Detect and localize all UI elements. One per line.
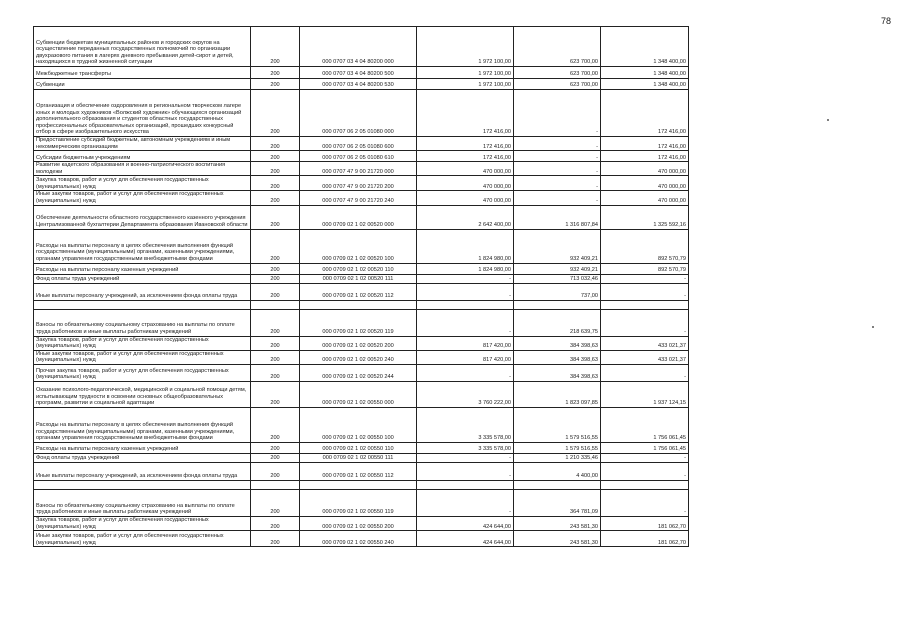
budget-execution-table: [33, 26, 689, 547]
table-cell-unexecuted: 172 416,00: [601, 90, 689, 137]
table-cell-code: 200: [251, 350, 300, 364]
table-cell-approved: 3 335 578,00: [417, 407, 514, 442]
table-cell-name: Предоставление субсидий бюджетным, автономным учреждениям и иным некоммерческим организациям: [34, 137, 251, 151]
table-cell-executed: -: [514, 90, 601, 137]
table-cell-approved: 1 824 980,00: [417, 263, 514, 274]
table-cell-executed: 1 210 335,46: [514, 453, 601, 462]
table-cell-executed: 1 579 516,55: [514, 407, 601, 442]
table-cell-name: Взносы по обязательному социальному страхованию на выплаты по оплате труда работников и иные выплаты работникам учреждений: [34, 309, 251, 336]
table-cell-kbk: 000 0709 02 1 02 00520 110: [300, 263, 417, 274]
table-cell-name: Иные выплаты персоналу учреждений, за исключением фонда оплаты труда: [34, 462, 251, 480]
table-spacer-row: [34, 480, 689, 489]
table-spacer-cell: [300, 300, 417, 309]
table-cell-name: Иные выплаты персоналу учреждений, за исключением фонда оплаты труда: [34, 283, 251, 300]
table-cell-name: Закупка товаров, работ и услуг для обеспечения государственных (муниципальных) нужд: [34, 516, 251, 530]
table-cell-code: 200: [251, 205, 300, 229]
table-cell-approved: 470 000,00: [417, 191, 514, 205]
table-cell-executed: 932 409,21: [514, 229, 601, 263]
table-spacer-cell: [601, 480, 689, 489]
table-spacer-cell: [251, 300, 300, 309]
table-cell-code: 200: [251, 407, 300, 442]
table-row: [34, 462, 689, 480]
table-cell-executed: 932 409,21: [514, 263, 601, 274]
table-cell-executed: -: [514, 176, 601, 191]
table-cell-approved: 172 416,00: [417, 137, 514, 151]
table-cell-code: 200: [251, 191, 300, 205]
table-spacer-cell: [601, 300, 689, 309]
table-cell-approved: -: [417, 309, 514, 336]
table-cell-executed: 1 316 807,84: [514, 205, 601, 229]
table-cell-approved: 817 420,00: [417, 336, 514, 350]
table-cell-kbk: 000 0707 47 9 00 21720 200: [300, 176, 417, 191]
table-cell-kbk: 000 0709 02 1 02 00520 000: [300, 205, 417, 229]
table-cell-executed: 243 581,30: [514, 531, 601, 547]
table-cell-code: 200: [251, 67, 300, 79]
table-row: [34, 79, 689, 90]
table-cell-executed: 384 398,63: [514, 350, 601, 364]
table-row: [34, 442, 689, 453]
table-cell-approved: -: [417, 364, 514, 381]
table-cell-kbk: 000 0709 02 1 02 00550 119: [300, 489, 417, 516]
table-cell-unexecuted: 892 570,79: [601, 229, 689, 263]
table-cell-code: 200: [251, 27, 300, 67]
table-cell-code: 200: [251, 90, 300, 137]
table-cell-name: Расходы на выплаты персоналу в целях обеспечения выполнения функций государственными (муниципальными) органами, казенными учреждениями, органами управления государственными внебюджетными фондами: [34, 229, 251, 263]
table-row: [34, 67, 689, 79]
table-row: [34, 350, 689, 364]
table-spacer-cell: [34, 480, 251, 489]
table-cell-code: 200: [251, 176, 300, 191]
table-cell-executed: 243 581,30: [514, 516, 601, 530]
table-cell-kbk: 000 0709 02 1 02 00520 119: [300, 309, 417, 336]
table-cell-executed: 384 398,63: [514, 336, 601, 350]
table-cell-name: Обеспечение деятельности областного государственного казенного учреждения Централизованной бухгалтерии Департамента образования Ивановской области: [34, 205, 251, 229]
table-cell-code: 200: [251, 283, 300, 300]
table-row: [34, 407, 689, 442]
table-cell-unexecuted: 433 021,37: [601, 336, 689, 350]
table-row: [34, 151, 689, 162]
table-cell-kbk: 000 0709 02 1 02 00520 112: [300, 283, 417, 300]
table-row: [34, 137, 689, 151]
table-cell-name: Фонд оплаты труда учреждений: [34, 453, 251, 462]
table-cell-code: 200: [251, 309, 300, 336]
table-cell-executed: 713 032,46: [514, 274, 601, 283]
table-cell-unexecuted: 1 348 400,00: [601, 79, 689, 90]
table-cell-kbk: 000 0707 47 9 00 21720 000: [300, 162, 417, 176]
table-cell-kbk: 000 0709 02 1 02 00550 200: [300, 516, 417, 530]
table-cell-approved: 3 760 222,00: [417, 381, 514, 407]
table-row: [34, 516, 689, 530]
table-cell-unexecuted: -: [601, 283, 689, 300]
table-cell-unexecuted: 1 348 400,00: [601, 27, 689, 67]
table-cell-unexecuted: -: [601, 309, 689, 336]
table-row: [34, 90, 689, 137]
table-cell-code: 200: [251, 531, 300, 547]
table-cell-kbk: 000 0709 02 1 02 00520 200: [300, 336, 417, 350]
table-cell-unexecuted: 1 756 061,45: [601, 442, 689, 453]
scan-speck: [872, 326, 874, 328]
table-cell-code: 200: [251, 381, 300, 407]
table-cell-name: Прочая закупка товаров, работ и услуг для обеспечения государственных (муниципальных) нужд: [34, 364, 251, 381]
table-cell-approved: -: [417, 453, 514, 462]
table-cell-unexecuted: 1 756 061,45: [601, 407, 689, 442]
scan-speck: [827, 119, 829, 121]
table-cell-unexecuted: -: [601, 489, 689, 516]
table-cell-unexecuted: 433 021,37: [601, 350, 689, 364]
table-cell-kbk: 000 0709 02 1 02 00550 240: [300, 531, 417, 547]
table-cell-kbk: 000 0707 06 2 05 01080 610: [300, 151, 417, 162]
table-cell-code: 200: [251, 151, 300, 162]
table-spacer-cell: [514, 480, 601, 489]
page-number: 78: [880, 16, 891, 26]
table-cell-code: 200: [251, 229, 300, 263]
table-cell-executed: 218 639,75: [514, 309, 601, 336]
table-row: [34, 263, 689, 274]
table-spacer-row: [34, 300, 689, 309]
table-cell-kbk: 000 0707 03 4 04 80200 500: [300, 67, 417, 79]
table-cell-code: 200: [251, 162, 300, 176]
table-cell-name: Фонд оплаты труда учреждений: [34, 274, 251, 283]
table-cell-name: Межбюджетные трансферты: [34, 67, 251, 79]
table-cell-name: Иные закупки товаров, работ и услуг для обеспечения государственных (муниципальных) нужд: [34, 531, 251, 547]
table-row: [34, 162, 689, 176]
table-cell-unexecuted: -: [601, 364, 689, 381]
table-cell-code: 200: [251, 489, 300, 516]
table-cell-name: Закупка товаров, работ и услуг для обеспечения государственных (муниципальных) нужд: [34, 336, 251, 350]
table-cell-name: Иные закупки товаров, работ и услуг для обеспечения государственных (муниципальных) нужд: [34, 191, 251, 205]
table-spacer-cell: [417, 480, 514, 489]
table-cell-code: 200: [251, 263, 300, 274]
table-cell-kbk: 000 0707 03 4 04 80200 530: [300, 79, 417, 90]
table-cell-kbk: 000 0709 02 1 02 00550 100: [300, 407, 417, 442]
table-cell-executed: 364 781,09: [514, 489, 601, 516]
table-cell-unexecuted: 1 325 592,16: [601, 205, 689, 229]
table-cell-unexecuted: -: [601, 453, 689, 462]
table-cell-name: Оказание психолого-педагогической, медицинской и социальной помощи детям, испытывающим трудности в освоении основных общеобразовательных программ, развитии и социальной адаптации: [34, 381, 251, 407]
table-cell-approved: 1 972 100,00: [417, 79, 514, 90]
table-spacer-cell: [300, 480, 417, 489]
table-cell-kbk: 000 0707 06 2 05 01080 000: [300, 90, 417, 137]
table-cell-executed: 4 400,00: [514, 462, 601, 480]
table-cell-executed: -: [514, 151, 601, 162]
table-cell-name: Субвенции: [34, 79, 251, 90]
table-cell-name: Субсидии бюджетным учреждениям: [34, 151, 251, 162]
table-cell-approved: 2 642 400,00: [417, 205, 514, 229]
table-cell-code: 200: [251, 442, 300, 453]
table-cell-kbk: 000 0707 47 9 00 21720 240: [300, 191, 417, 205]
table-cell-executed: 623 700,00: [514, 79, 601, 90]
table-row: [34, 27, 689, 67]
table-cell-name: Расходы на выплаты персоналу казенных учреждений: [34, 442, 251, 453]
table-cell-approved: 424 644,00: [417, 516, 514, 530]
table-cell-executed: 384 398,63: [514, 364, 601, 381]
table-cell-unexecuted: 892 570,79: [601, 263, 689, 274]
table-cell-name: Взносы по обязательному социальному страхованию на выплаты по оплате труда работников и иные выплаты работникам учреждений: [34, 489, 251, 516]
table-cell-approved: 1 972 100,00: [417, 27, 514, 67]
table-cell-unexecuted: 181 062,70: [601, 531, 689, 547]
table-cell-approved: 1 972 100,00: [417, 67, 514, 79]
table-cell-code: 200: [251, 79, 300, 90]
table-cell-executed: 1 823 097,85: [514, 381, 601, 407]
table-cell-executed: -: [514, 162, 601, 176]
table-cell-approved: -: [417, 489, 514, 516]
table-cell-name: Расходы на выплаты персоналу в целях обеспечения выполнения функций государственными (муниципальными) органами, казенными учреждениями, органами управления государственными внебюджетными фондами: [34, 407, 251, 442]
table-cell-code: 200: [251, 453, 300, 462]
table-row: [34, 364, 689, 381]
table-cell-kbk: 000 0707 03 4 04 80200 000: [300, 27, 417, 67]
table-cell-approved: 424 644,00: [417, 531, 514, 547]
table-cell-approved: 470 000,00: [417, 162, 514, 176]
table-cell-name: Развитие кадетского образования и военно-патриотического воспитания молодежи: [34, 162, 251, 176]
table-cell-unexecuted: 1 348 400,00: [601, 67, 689, 79]
table-cell-unexecuted: 1 937 124,15: [601, 381, 689, 407]
table-cell-name: Иные закупки товаров, работ и услуг для обеспечения государственных (муниципальных) нужд: [34, 350, 251, 364]
table-cell-kbk: 000 0709 02 1 02 00520 244: [300, 364, 417, 381]
table-cell-approved: 3 335 578,00: [417, 442, 514, 453]
table-row: [34, 191, 689, 205]
table-cell-executed: -: [514, 137, 601, 151]
table-cell-executed: 737,00: [514, 283, 601, 300]
table-cell-approved: -: [417, 274, 514, 283]
table-cell-kbk: 000 0707 06 2 05 01080 600: [300, 137, 417, 151]
table-cell-code: 200: [251, 137, 300, 151]
table-row: [34, 531, 689, 547]
table-row: [34, 283, 689, 300]
table-spacer-cell: [417, 300, 514, 309]
table-cell-unexecuted: 470 000,00: [601, 176, 689, 191]
table-row: [34, 205, 689, 229]
table-cell-unexecuted: 181 062,70: [601, 516, 689, 530]
table-spacer-cell: [514, 300, 601, 309]
table-cell-code: 200: [251, 364, 300, 381]
table-row: [34, 336, 689, 350]
table-cell-approved: 470 000,00: [417, 176, 514, 191]
table-cell-unexecuted: 172 416,00: [601, 137, 689, 151]
table-cell-approved: 1 824 980,00: [417, 229, 514, 263]
table-row: [34, 229, 689, 263]
table-cell-code: 200: [251, 336, 300, 350]
table-cell-kbk: 000 0709 02 1 02 00520 111: [300, 274, 417, 283]
table-cell-kbk: 000 0709 02 1 02 00550 111: [300, 453, 417, 462]
table-cell-kbk: 000 0709 02 1 02 00520 240: [300, 350, 417, 364]
table-cell-name: Организация и обеспечение оздоровления в региональном творческом лагере юных и молодых художников «Волжский художник» обучающихся организаций дополнительного образования и студентов областных государственных профессиональных образовательных организаций, прошедших конкурсный отбор в сфере изобразительного искусства: [34, 90, 251, 137]
table-cell-unexecuted: 172 416,00: [601, 151, 689, 162]
table-cell-name: Расходы на выплаты персоналу казенных учреждений: [34, 263, 251, 274]
table-spacer-cell: [251, 480, 300, 489]
table-cell-kbk: 000 0709 02 1 02 00520 100: [300, 229, 417, 263]
table-cell-name: Субвенции бюджетам муниципальных районов и городских округов на осуществление переданных государственных полномочий по организации двухразового питания в лагерях дневного пребывания детей-сирот и детей, находящихся в трудной жизненной ситуации: [34, 27, 251, 67]
table-cell-kbk: 000 0709 02 1 02 00550 000: [300, 381, 417, 407]
table-cell-executed: 623 700,00: [514, 67, 601, 79]
table-cell-kbk: 000 0709 02 1 02 00550 110: [300, 442, 417, 453]
table-cell-approved: -: [417, 283, 514, 300]
table-cell-approved: -: [417, 462, 514, 480]
table-cell-name: Закупка товаров, работ и услуг для обеспечения государственных (муниципальных) нужд: [34, 176, 251, 191]
table-cell-unexecuted: 470 000,00: [601, 162, 689, 176]
table-row: [34, 453, 689, 462]
table-row: [34, 381, 689, 407]
table-cell-approved: 817 420,00: [417, 350, 514, 364]
table-cell-kbk: 000 0709 02 1 02 00550 112: [300, 462, 417, 480]
table-cell-unexecuted: -: [601, 274, 689, 283]
table-cell-code: 200: [251, 462, 300, 480]
table-row: [34, 309, 689, 336]
table-cell-code: 200: [251, 274, 300, 283]
table-cell-executed: 1 579 516,55: [514, 442, 601, 453]
table-row: [34, 176, 689, 191]
table-row: [34, 274, 689, 283]
table-row: [34, 489, 689, 516]
table-cell-executed: 623 700,00: [514, 27, 601, 67]
table-cell-approved: 172 416,00: [417, 151, 514, 162]
table-cell-executed: -: [514, 191, 601, 205]
table-cell-code: 200: [251, 516, 300, 530]
table-cell-approved: 172 416,00: [417, 90, 514, 137]
table-cell-unexecuted: 470 000,00: [601, 191, 689, 205]
table-spacer-cell: [34, 300, 251, 309]
table-cell-unexecuted: -: [601, 462, 689, 480]
